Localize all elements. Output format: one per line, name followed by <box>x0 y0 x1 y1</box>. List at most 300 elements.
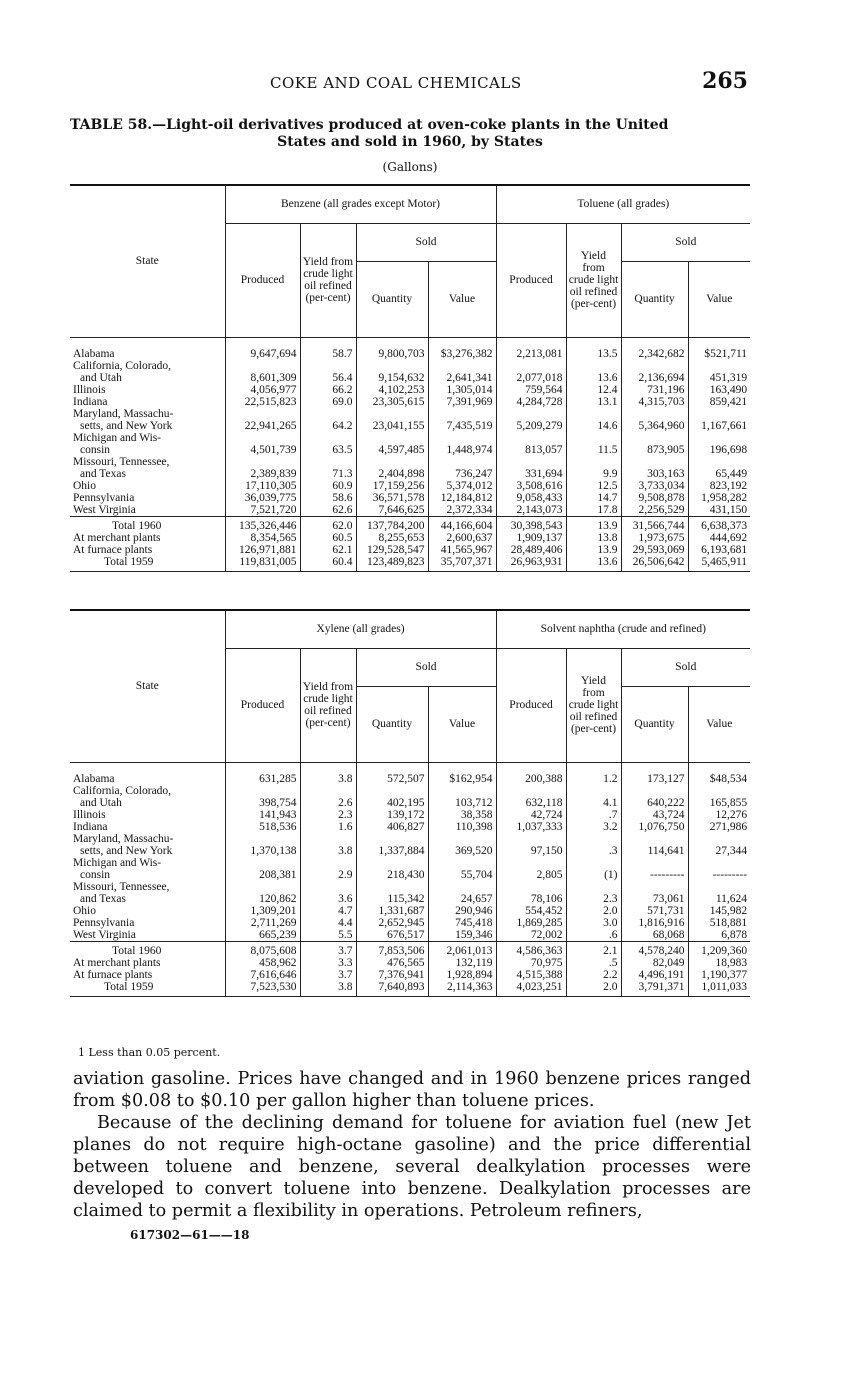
data-cell: 9,800,703 <box>356 337 428 360</box>
table-row <box>70 480 750 492</box>
data-cell <box>300 881 356 893</box>
total-cell: 1,209,360 <box>688 941 750 957</box>
benzene-toluene-table <box>70 184 750 572</box>
data-cell <box>621 857 688 869</box>
total-cell: 8,075,608 <box>225 941 300 957</box>
table-row <box>70 857 750 869</box>
state-name: California, Colorado, <box>70 785 225 797</box>
data-cell <box>356 857 428 869</box>
data-cell: --------- <box>688 869 750 881</box>
total-cell: 13.9 <box>566 544 621 556</box>
data-cell: 12.4 <box>566 384 621 396</box>
table-row <box>70 360 750 372</box>
table-row <box>70 869 750 881</box>
data-cell <box>621 456 688 468</box>
data-cell: 9,508,878 <box>621 492 688 504</box>
yield-header: Yield from crude light oil refined (per-cent) <box>566 223 621 337</box>
total-cell: 28,489,406 <box>496 544 566 556</box>
data-cell <box>566 456 621 468</box>
total-cell: 13.9 <box>566 516 621 532</box>
data-cell <box>225 833 300 845</box>
table-row <box>70 492 750 504</box>
data-cell: 2,805 <box>496 869 566 881</box>
data-cell <box>225 408 300 420</box>
data-cell <box>566 833 621 845</box>
table-row <box>70 504 750 517</box>
total-cell: 8,255,653 <box>356 532 428 544</box>
data-cell: 38,358 <box>428 809 496 821</box>
data-cell: 1.2 <box>566 762 621 785</box>
total-cell: 60.5 <box>300 532 356 544</box>
data-cell: 9,058,433 <box>496 492 566 504</box>
value-header: Value <box>428 686 496 762</box>
state-name: West Virginia <box>70 929 225 942</box>
state-name: Pennsylvania <box>70 492 225 504</box>
data-cell: 2,372,334 <box>428 504 496 517</box>
data-cell: 8,601,309 <box>225 372 300 384</box>
data-cell <box>688 833 750 845</box>
data-cell: 7,435,519 <box>428 420 496 432</box>
data-cell <box>566 881 621 893</box>
paragraph-1: aviation gasoline. Prices have changed and in 1960 benzene prices ranged from $0.08 to $0.10 per gallon higher than toluene prices. <box>73 1069 751 1111</box>
data-cell: 2,641,341 <box>428 372 496 384</box>
data-cell <box>225 432 300 444</box>
total-cell: 4,023,251 <box>496 981 566 997</box>
total-cell: 26,506,642 <box>621 556 688 572</box>
data-cell: 2,136,694 <box>621 372 688 384</box>
total-cell: 4,496,191 <box>621 969 688 981</box>
data-cell: 17.8 <box>566 504 621 517</box>
data-cell <box>300 785 356 797</box>
total-label: Total 1960 <box>70 516 225 532</box>
total-cell: 126,971,881 <box>225 544 300 556</box>
xylene-naphtha-table <box>70 609 750 997</box>
table-row <box>70 809 750 821</box>
total-row <box>70 969 750 981</box>
yield-header: Yield from crude light oil refined (per-cent) <box>300 223 356 337</box>
table-row <box>70 408 750 420</box>
state-name: Pennsylvania <box>70 917 225 929</box>
total-cell: 18,983 <box>688 957 750 969</box>
sold-header: Sold <box>356 648 496 686</box>
data-cell: 4.4 <box>300 917 356 929</box>
data-cell <box>496 408 566 420</box>
data-cell: 5,374,012 <box>428 480 496 492</box>
table-title-line1: TABLE 58.—Light-oil derivatives produced at oven-coke plants in the United <box>70 117 669 133</box>
value-header: Value <box>688 686 750 762</box>
state-name: and Texas <box>70 468 225 480</box>
state-name: Indiana <box>70 396 225 408</box>
data-cell: 4.7 <box>300 905 356 917</box>
total-cell: 31,566,744 <box>621 516 688 532</box>
total-cell: 1,909,137 <box>496 532 566 544</box>
state-name: Maryland, Massachu- <box>70 408 225 420</box>
data-cell <box>428 360 496 372</box>
data-cell <box>225 785 300 797</box>
data-cell: 2.3 <box>566 893 621 905</box>
data-cell <box>496 857 566 869</box>
data-cell: 2,256,529 <box>621 504 688 517</box>
data-cell: 2.0 <box>566 905 621 917</box>
total-cell: 458,962 <box>225 957 300 969</box>
data-cell: 17,110,305 <box>225 480 300 492</box>
data-cell: 22,941,265 <box>225 420 300 432</box>
data-cell: 69.0 <box>300 396 356 408</box>
total-row <box>70 544 750 556</box>
state-name: consin <box>70 444 225 456</box>
total-label: At merchant plants <box>70 532 225 544</box>
total-cell: 132,119 <box>428 957 496 969</box>
table-row <box>70 456 750 468</box>
produced-header: Produced <box>496 648 566 762</box>
data-cell: 173,127 <box>621 762 688 785</box>
data-cell <box>496 432 566 444</box>
data-cell: 3,733,034 <box>621 480 688 492</box>
total-cell: 3.7 <box>300 941 356 957</box>
table-row <box>70 396 750 408</box>
data-cell: 1,037,333 <box>496 821 566 833</box>
table2-body <box>70 762 750 996</box>
state-name: consin <box>70 869 225 881</box>
group-header-benzene: Benzene (all grades except Motor) <box>225 185 496 223</box>
table-row <box>70 821 750 833</box>
data-cell: 7,646,625 <box>356 504 428 517</box>
data-cell: 120,862 <box>225 893 300 905</box>
data-cell: 518,536 <box>225 821 300 833</box>
table-row <box>70 833 750 845</box>
data-cell <box>688 432 750 444</box>
data-cell: 65,449 <box>688 468 750 480</box>
data-cell: 3.8 <box>300 762 356 785</box>
data-cell: 22,515,823 <box>225 396 300 408</box>
data-cell <box>225 456 300 468</box>
total-cell: 7,853,506 <box>356 941 428 957</box>
data-cell: 115,342 <box>356 893 428 905</box>
data-cell: 431,150 <box>688 504 750 517</box>
total-cell: 70,975 <box>496 957 566 969</box>
data-cell: 36,039,775 <box>225 492 300 504</box>
data-cell: 60.9 <box>300 480 356 492</box>
data-cell: 518,881 <box>688 917 750 929</box>
total-cell: 7,523,530 <box>225 981 300 997</box>
data-cell: 823,192 <box>688 480 750 492</box>
table-row <box>70 468 750 480</box>
quantity-header: Quantity <box>621 686 688 762</box>
data-cell: 64.2 <box>300 420 356 432</box>
data-cell: 1,076,750 <box>621 821 688 833</box>
data-cell <box>428 881 496 893</box>
data-cell: 66.2 <box>300 384 356 396</box>
state-name: Michigan and Wis- <box>70 857 225 869</box>
table-row <box>70 881 750 893</box>
state-name: California, Colorado, <box>70 360 225 372</box>
body-text <box>73 1068 751 1222</box>
state-name: Ohio <box>70 905 225 917</box>
table-row <box>70 444 750 456</box>
data-cell: 1.6 <box>300 821 356 833</box>
data-cell: 62.6 <box>300 504 356 517</box>
data-cell: 9,647,694 <box>225 337 300 360</box>
state-name: and Texas <box>70 893 225 905</box>
data-cell <box>356 456 428 468</box>
total-cell: 13.6 <box>566 556 621 572</box>
table-title <box>70 117 750 151</box>
total-cell: 62.0 <box>300 516 356 532</box>
data-cell: 3.6 <box>300 893 356 905</box>
table-row <box>70 929 750 942</box>
total-cell: 1,973,675 <box>621 532 688 544</box>
total-cell: 2.1 <box>566 941 621 957</box>
data-cell: 2,404,898 <box>356 468 428 480</box>
data-cell <box>300 360 356 372</box>
data-cell: 1,958,282 <box>688 492 750 504</box>
data-cell: 4,597,485 <box>356 444 428 456</box>
data-cell: $521,711 <box>688 337 750 360</box>
total-cell: 476,565 <box>356 957 428 969</box>
group-header-xylene: Xylene (all grades) <box>225 610 496 648</box>
total-row <box>70 532 750 544</box>
total-cell: 7,616,646 <box>225 969 300 981</box>
total-cell: 7,376,941 <box>356 969 428 981</box>
total-cell: 44,166,604 <box>428 516 496 532</box>
state-name: West Virginia <box>70 504 225 517</box>
total-cell: 29,593,069 <box>621 544 688 556</box>
table-row <box>70 893 750 905</box>
data-cell: 640,222 <box>621 797 688 809</box>
data-cell: 68,068 <box>621 929 688 942</box>
total-cell: 30,398,543 <box>496 516 566 532</box>
data-cell <box>428 857 496 869</box>
total-cell: 2,114,363 <box>428 981 496 997</box>
data-cell: 745,418 <box>428 917 496 929</box>
total-cell: 2.2 <box>566 969 621 981</box>
table-row <box>70 917 750 929</box>
state-name: Maryland, Massachu- <box>70 833 225 845</box>
data-cell: 813,057 <box>496 444 566 456</box>
data-cell: 17,159,256 <box>356 480 428 492</box>
data-cell: $3,276,382 <box>428 337 496 360</box>
data-cell: 2,652,945 <box>356 917 428 929</box>
data-cell: 7,521,720 <box>225 504 300 517</box>
data-cell: 4,501,739 <box>225 444 300 456</box>
data-cell: 9.9 <box>566 468 621 480</box>
data-cell <box>225 360 300 372</box>
data-cell <box>300 408 356 420</box>
data-cell: --------- <box>621 869 688 881</box>
data-cell <box>300 857 356 869</box>
data-cell <box>300 833 356 845</box>
data-cell: 14.7 <box>566 492 621 504</box>
data-cell: 271,986 <box>688 821 750 833</box>
total-row <box>70 957 750 969</box>
total-cell: 35,707,371 <box>428 556 496 572</box>
data-cell: 2,389,839 <box>225 468 300 480</box>
total-cell: 123,489,823 <box>356 556 428 572</box>
data-cell: 42,724 <box>496 809 566 821</box>
total-row <box>70 516 750 532</box>
data-cell <box>428 785 496 797</box>
total-cell: 82,049 <box>621 957 688 969</box>
total-cell: 129,528,547 <box>356 544 428 556</box>
quantity-header: Quantity <box>621 261 688 337</box>
data-cell: 631,285 <box>225 762 300 785</box>
produced-header: Produced <box>225 648 300 762</box>
data-cell: 4,315,703 <box>621 396 688 408</box>
total-row <box>70 556 750 572</box>
total-label: Total 1959 <box>70 556 225 572</box>
total-cell: .5 <box>566 957 621 969</box>
data-cell: 11,624 <box>688 893 750 905</box>
total-cell: 1,190,377 <box>688 969 750 981</box>
quantity-header: Quantity <box>356 261 428 337</box>
data-cell: 13.6 <box>566 372 621 384</box>
data-cell <box>300 432 356 444</box>
data-cell: 2,143,073 <box>496 504 566 517</box>
data-cell: 78,106 <box>496 893 566 905</box>
data-cell: 114,641 <box>621 845 688 857</box>
total-label: Total 1959 <box>70 981 225 997</box>
data-cell: 2.9 <box>300 869 356 881</box>
data-cell: 554,452 <box>496 905 566 917</box>
total-row <box>70 981 750 997</box>
data-cell: 451,319 <box>688 372 750 384</box>
data-cell: 632,118 <box>496 797 566 809</box>
table-row <box>70 372 750 384</box>
data-cell: 141,943 <box>225 809 300 821</box>
quantity-header: Quantity <box>356 686 428 762</box>
data-cell: 36,571,578 <box>356 492 428 504</box>
total-cell: 1,011,033 <box>688 981 750 997</box>
state-name: Missouri, Tennessee, <box>70 881 225 893</box>
data-cell: 55,704 <box>428 869 496 881</box>
total-cell: 13.8 <box>566 532 621 544</box>
data-cell <box>428 456 496 468</box>
state-name: and Utah <box>70 797 225 809</box>
data-cell: 4.1 <box>566 797 621 809</box>
data-cell <box>621 833 688 845</box>
data-cell: 12,276 <box>688 809 750 821</box>
data-cell: 2.3 <box>300 809 356 821</box>
data-cell: 5,364,960 <box>621 420 688 432</box>
value-header: Value <box>688 261 750 337</box>
state-name: Missouri, Tennessee, <box>70 456 225 468</box>
table-row <box>70 384 750 396</box>
state-name: Illinois <box>70 809 225 821</box>
state-header: State <box>70 185 225 337</box>
total-cell: 4,578,240 <box>621 941 688 957</box>
group-header-solvent-naphtha: Solvent naphtha (crude and refined) <box>496 610 750 648</box>
data-cell: 331,694 <box>496 468 566 480</box>
data-cell: 218,430 <box>356 869 428 881</box>
data-cell: 736,247 <box>428 468 496 480</box>
total-cell: 2.0 <box>566 981 621 997</box>
data-cell: 1,448,974 <box>428 444 496 456</box>
data-cell: 3,508,616 <box>496 480 566 492</box>
print-imprint: 617302—61——18 <box>130 1228 250 1242</box>
total-cell: 6,638,373 <box>688 516 750 532</box>
data-cell: $48,534 <box>688 762 750 785</box>
total-cell: 8,354,565 <box>225 532 300 544</box>
data-cell <box>496 833 566 845</box>
data-cell: 12.5 <box>566 480 621 492</box>
data-cell <box>621 785 688 797</box>
sold-header: Sold <box>356 223 496 261</box>
total-cell: 41,565,967 <box>428 544 496 556</box>
page-header <box>0 68 860 98</box>
data-cell: 13.5 <box>566 337 621 360</box>
data-cell: 63.5 <box>300 444 356 456</box>
data-cell: 58.7 <box>300 337 356 360</box>
data-cell <box>688 857 750 869</box>
data-cell <box>688 785 750 797</box>
data-cell: 759,564 <box>496 384 566 396</box>
data-cell: 1,167,661 <box>688 420 750 432</box>
sold-header: Sold <box>621 223 750 261</box>
data-cell: 290,946 <box>428 905 496 917</box>
table-row <box>70 797 750 809</box>
data-cell: 7,391,969 <box>428 396 496 408</box>
data-cell: 196,698 <box>688 444 750 456</box>
data-cell: 859,421 <box>688 396 750 408</box>
total-cell: 5,465,911 <box>688 556 750 572</box>
total-label: At furnace plants <box>70 969 225 981</box>
data-cell <box>688 360 750 372</box>
data-cell: 73,061 <box>621 893 688 905</box>
data-cell <box>428 833 496 845</box>
data-cell: 4,284,728 <box>496 396 566 408</box>
yield-header: Yield from crude light oil refined (per-cent) <box>566 648 621 762</box>
data-cell <box>621 432 688 444</box>
table-units: (Gallons) <box>382 160 438 174</box>
data-cell: 103,712 <box>428 797 496 809</box>
table-row <box>70 337 750 360</box>
total-cell: 3.7 <box>300 969 356 981</box>
data-cell: 165,855 <box>688 797 750 809</box>
data-cell <box>428 432 496 444</box>
data-cell <box>566 785 621 797</box>
data-cell <box>621 881 688 893</box>
total-cell: 3,791,371 <box>621 981 688 997</box>
table-row <box>70 785 750 797</box>
data-cell: 1,337,884 <box>356 845 428 857</box>
data-cell <box>621 408 688 420</box>
total-cell: 3.8 <box>300 981 356 997</box>
data-cell <box>496 881 566 893</box>
data-cell: 572,507 <box>356 762 428 785</box>
data-cell: 208,381 <box>225 869 300 881</box>
data-cell <box>566 857 621 869</box>
total-label: At merchant plants <box>70 957 225 969</box>
data-cell <box>496 456 566 468</box>
total-cell: 2,061,013 <box>428 941 496 957</box>
data-cell <box>225 881 300 893</box>
data-cell: 23,305,615 <box>356 396 428 408</box>
total-cell: 6,193,681 <box>688 544 750 556</box>
data-cell: 6,878 <box>688 929 750 942</box>
table-row <box>70 420 750 432</box>
data-cell <box>225 857 300 869</box>
data-cell: 2,077,018 <box>496 372 566 384</box>
total-cell: 3.3 <box>300 957 356 969</box>
value-header: Value <box>428 261 496 337</box>
data-cell: 1,869,285 <box>496 917 566 929</box>
total-cell: 444,692 <box>688 532 750 544</box>
data-cell: 4,056,977 <box>225 384 300 396</box>
total-cell: 1,928,894 <box>428 969 496 981</box>
paragraph-2: Because of the declining demand for toluene for aviation fuel (new Jet planes do not require high-octane gasoline) and the price differential between toluene and benzene, several dealkylation processes were developed to convert toluene into benzene. Dealkylation processes are claimed to permit a flexibility in operations. Petroleum refiners, <box>73 1113 751 1221</box>
total-label: At furnace plants <box>70 544 225 556</box>
data-cell: 402,195 <box>356 797 428 809</box>
